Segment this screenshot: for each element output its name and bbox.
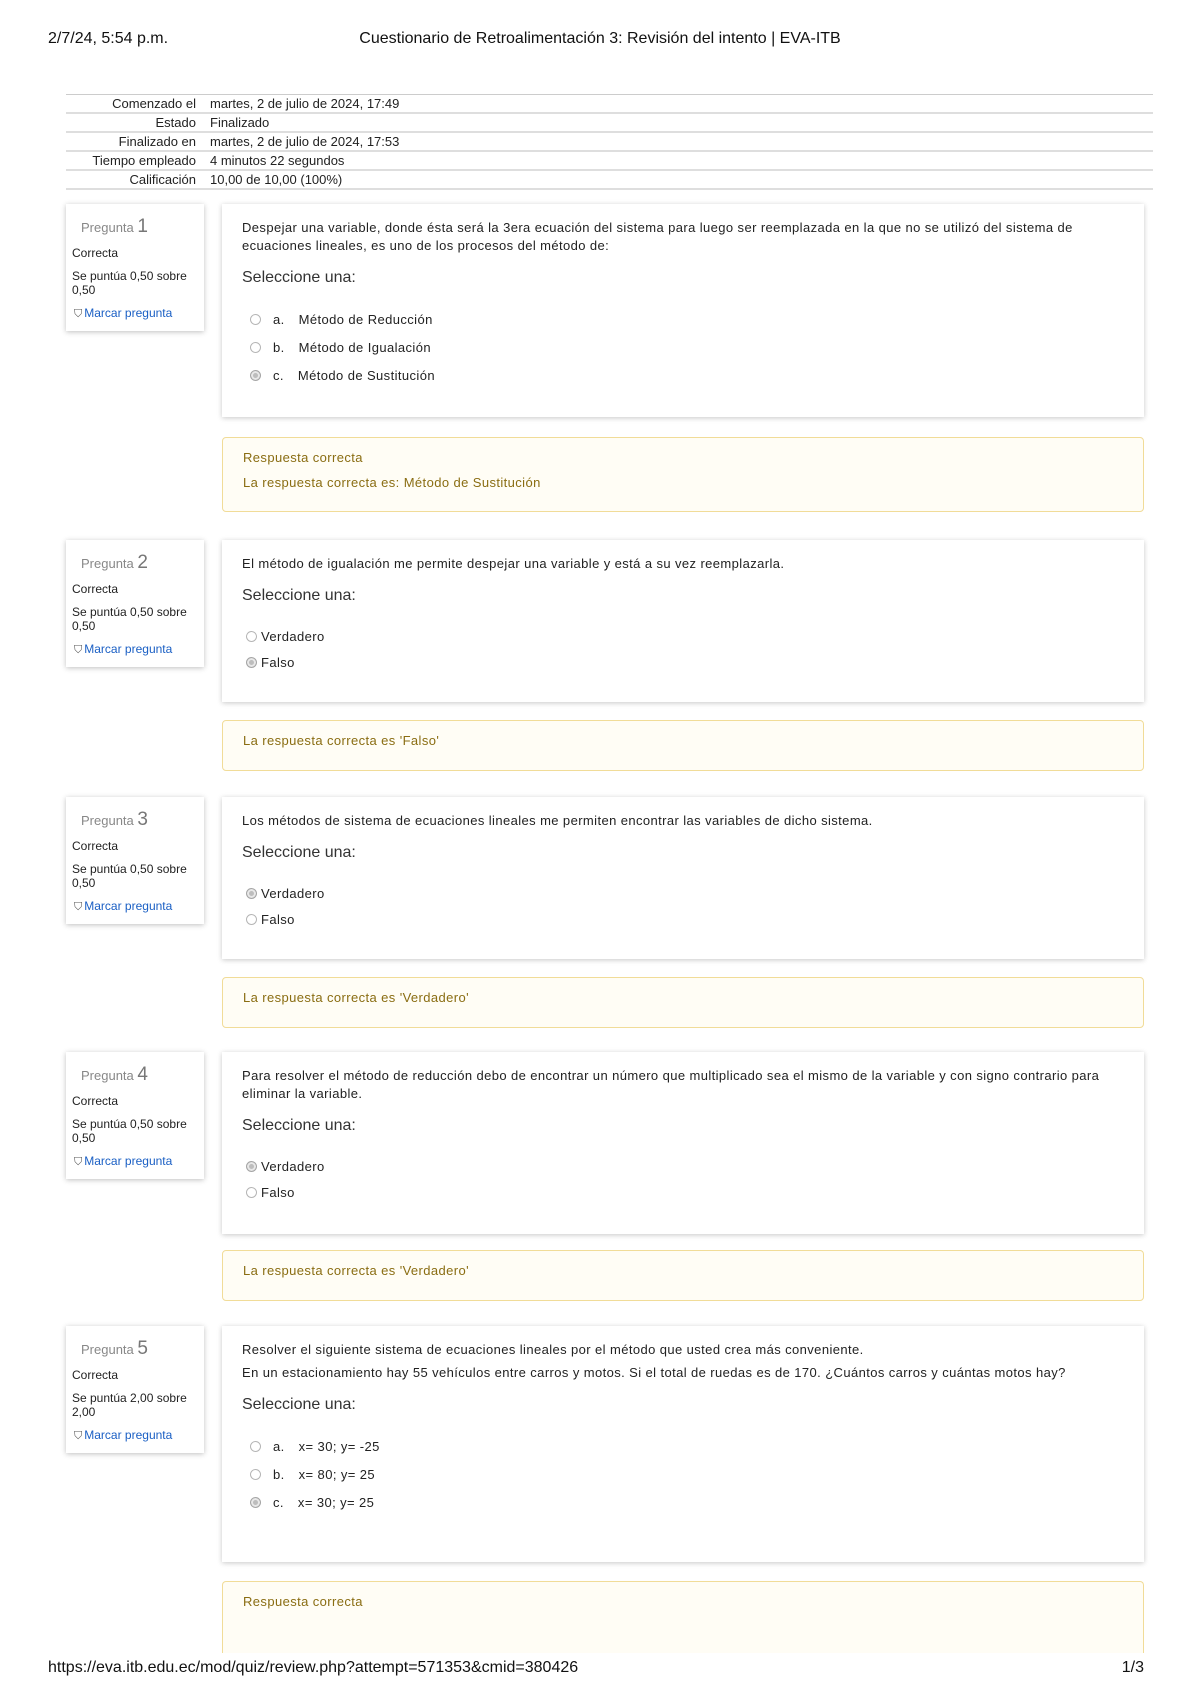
feedback-box [222,1250,1144,1301]
select-one-prompt: Seleccione una: [242,1117,356,1134]
radio-button-selected[interactable] [250,370,261,381]
answer-options [242,880,1124,932]
summary-label: Tiempo empleado [92,153,196,168]
summary-row-grade [66,171,1153,190]
answer-option[interactable]: b. Método de Igualación [242,333,1124,361]
summary-value: martes, 2 de julio de 2024, 17:49 [210,96,400,111]
summary-row-finished [66,133,1153,152]
question-text: Los métodos de sistema de ecuaciones lineales me permiten encontrar las variables de dicho sistema. [242,813,873,828]
question-info [66,1052,204,1179]
summary-label: Comenzado el [112,96,196,111]
question-content [222,797,1144,959]
radio-button-selected[interactable] [246,888,257,899]
question-content [222,204,1144,417]
answer-option[interactable]: a. x= 30; y= -25 [242,1432,1124,1460]
answer-option[interactable]: c. Método de Sustitución [242,361,1124,389]
question-grade: Se puntúa 0,50 sobre 0,50 [72,605,187,633]
print-footer [48,1659,1152,1679]
answer-option[interactable]: Verdadero [242,623,1124,649]
feedback-text: La respuesta correcta es 'Falso' [243,733,440,748]
question-state: Correcta [72,1368,119,1382]
question-content [222,1326,1144,1562]
question-state: Correcta [72,246,119,260]
feedback-box [222,437,1144,512]
print-url: https://eva.itb.edu.ec/mod/quiz/review.php?attempt=571353&cmid=380426 [48,1659,579,1676]
question-number: Pregunta 3 [81,809,148,830]
summary-value: 4 minutos 22 segundos [210,153,345,168]
radio-button[interactable] [250,314,261,325]
feedback-box [222,1581,1144,1653]
question-grade: Se puntúa 2,00 sobre 2,00 [72,1391,187,1419]
radio-button[interactable] [246,631,257,642]
question-text: Resolver el siguiente sistema de ecuaciones lineales por el método que usted crea más conveniente. En un estacionamiento hay 55 vehículos entre carros y motos. Si el total de ruedas es de 170. ¿Cuántos carros y cuántas motos hay? [242,1342,1066,1380]
summary-label: Calificación [129,172,196,187]
question-info [66,204,204,331]
summary-row-state [66,114,1153,133]
summary-value: 10,00 de 10,00 (100%) [210,172,343,187]
select-one-prompt: Seleccione una: [242,844,356,861]
attempt-summary [66,94,1153,190]
radio-button[interactable] [250,342,261,353]
feedback-box [222,720,1144,771]
question-text: El método de igualación me permite despejar una variable y está a su vez reemplazarla. [242,556,785,571]
question-text: Despejar una variable, donde ésta será la 3era ecuación del sistema para luego ser reemplazada en la que no se utilizó del sistema de ecuaciones lineales, es uno de los procesos del método de: [242,220,1073,253]
flag-question-link[interactable]: ⛉ Marcar pregunta [74,306,173,320]
flag-question-link[interactable]: ⛉ Marcar pregunta [74,1154,173,1168]
flag-question-link[interactable]: ⛉ Marcar pregunta [74,642,173,656]
summary-row-time-taken [66,152,1153,171]
radio-button[interactable] [250,1441,261,1452]
question-number: Pregunta 1 [81,216,148,237]
answer-option[interactable]: b. x= 80; y= 25 [242,1460,1124,1488]
radio-button-selected[interactable] [250,1497,261,1508]
answer-option[interactable]: Verdadero [242,880,1124,906]
page-number: 1/3 [1121,1659,1144,1676]
flag-question-link[interactable]: ⛉ Marcar pregunta [74,899,173,913]
answer-options [242,1153,1124,1205]
radio-button[interactable] [250,1469,261,1480]
select-one-prompt: Seleccione una: [242,587,356,604]
flag-icon: ⛉ [74,1156,83,1168]
feedback-text: La respuesta correcta es: Método de Sustitución [243,475,541,490]
summary-value: martes, 2 de julio de 2024, 17:53 [210,134,400,149]
flag-icon: ⛉ [74,308,83,320]
radio-button[interactable] [246,1187,257,1198]
question-text: Para resolver el método de reducción debo de encontrar un número que multiplicado sea el mismo de la variable y con signo contrario para eliminar la variable. [242,1068,1100,1101]
answer-option[interactable]: a. Método de Reducción [242,305,1124,333]
feedback-text: La respuesta correcta es 'Verdadero' [243,1263,470,1278]
answer-option[interactable]: Falso [242,1179,1124,1205]
feedback-box [222,977,1144,1028]
radio-button[interactable] [246,914,257,925]
answer-option[interactable]: Falso [242,906,1124,932]
summary-label: Estado [155,115,196,130]
question-info [66,540,204,667]
question-grade: Se puntúa 0,50 sobre 0,50 [72,1117,187,1145]
feedback-title: Respuesta correcta [243,450,363,465]
print-header [48,30,1152,50]
answer-options [242,305,1124,389]
question-state: Correcta [72,582,119,596]
feedback-text: La respuesta correcta es 'Verdadero' [243,990,470,1005]
answer-option[interactable]: c. x= 30; y= 25 [242,1488,1124,1516]
flag-icon: ⛉ [74,901,83,913]
summary-row-started [66,95,1153,114]
summary-label: Finalizado en [118,134,196,149]
question-info [66,797,204,924]
answer-option[interactable]: Falso [242,649,1124,675]
feedback-title: Respuesta correcta [243,1594,363,1609]
flag-icon: ⛉ [74,644,83,656]
select-one-prompt: Seleccione una: [242,1396,356,1413]
radio-button-selected[interactable] [246,1161,257,1172]
question-grade: Se puntúa 0,50 sobre 0,50 [72,269,187,297]
print-page-title: Cuestionario de Retroalimentación 3: Revisión del intento | EVA-ITB [359,30,841,47]
radio-button-selected[interactable] [246,657,257,668]
flag-question-link[interactable]: ⛉ Marcar pregunta [74,1428,173,1442]
flag-icon: ⛉ [74,1430,83,1442]
question-grade: Se puntúa 0,50 sobre 0,50 [72,862,187,890]
select-one-prompt: Seleccione una: [242,269,356,286]
question-content [222,1052,1144,1234]
print-datetime: 2/7/24, 5:54 p.m. [48,30,169,47]
answer-options [242,1432,1124,1516]
answer-options [242,623,1124,675]
answer-option[interactable]: Verdadero [242,1153,1124,1179]
question-state: Correcta [72,1094,119,1108]
question-info [66,1326,204,1453]
question-number: Pregunta 4 [81,1064,148,1085]
summary-value: Finalizado [210,115,270,130]
question-content [222,540,1144,702]
question-state: Correcta [72,839,119,853]
question-number: Pregunta 5 [81,1338,148,1359]
question-number: Pregunta 2 [81,552,148,573]
